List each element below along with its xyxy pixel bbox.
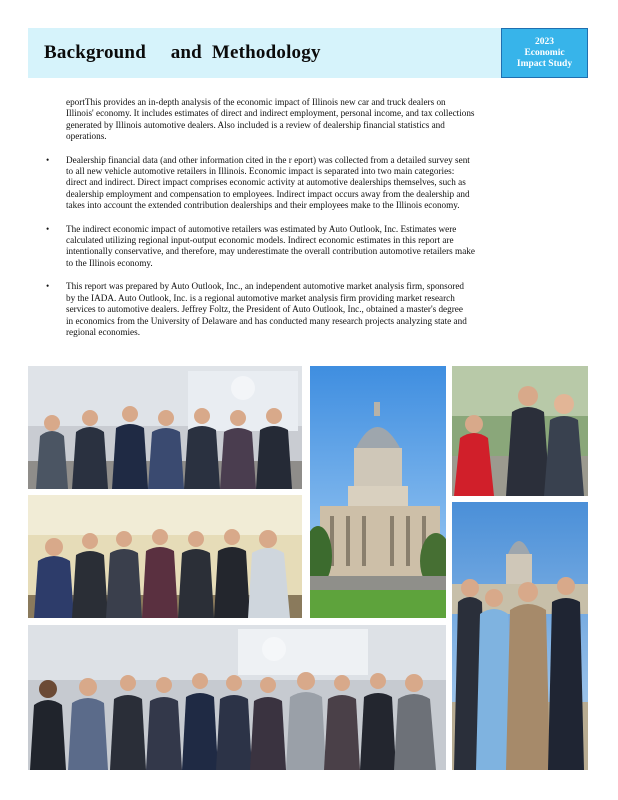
paragraph-line: takes into account the extended contribution dealerships and their employees make to the Illinois economy. [66,200,460,211]
impact-study-badge [501,28,588,78]
paragraph-line: services to automotive dealers. Jeffrey Foltz, the President of Auto Outlook, Inc., obtained a master's degree [66,304,463,315]
badge-year: 2023 [535,36,554,47]
photo-conversation [452,366,588,496]
paragraph-line: Illinois' economy. It includes estimates of direct and indirect employment, personal income, and tax collections [66,108,475,119]
page-title: Background and Methodology [44,42,321,63]
paragraph-line: generated by Illinois automotive dealers. Also included is a review of dealership financial statistics and [66,119,445,130]
paragraph-line: in economics from the University of Delaware and has conducted many research projects analyzing state and [66,315,467,326]
paragraph-line: Dealership financial data (and other information cited in the r eport) was collected from a detailed survey sent [66,154,470,165]
photo-large-group [28,625,446,770]
bullet-glyph: • [46,281,50,292]
paragraph-indirect [46,224,576,270]
paragraph-line: operations. [66,131,107,142]
paragraph-line: eportThis provides an in-depth analysis of the economic impact of Illinois new car and truck dealers on [66,97,446,107]
paragraph-line: dealership employment and compensation to employees. Indirect impact occurs away from the dealership and [66,188,470,199]
methodology-text [46,97,576,350]
badge-line-impact-study: Impact Study [516,58,573,69]
photo-group-reception [28,495,302,618]
paragraph-line: direct and indirect. Direct impact comprises economic activity at automotive dealerships themselves, such as [66,177,466,188]
paragraph-line: This report was prepared by Auto Outlook, Inc., an independent automotive market analysis firm, sponsored [66,281,465,292]
paragraph-line: regional economies. [66,326,140,337]
paragraph-line: calculated utilizing regional input-output economic models. Indirect economic estimates in this report are [66,235,454,246]
paragraph-line: The indirect economic impact of automotive retailers was estimated by Auto Outlook, Inc. Estimates were [66,223,457,234]
paragraph-line: by the IADA. Auto Outlook, Inc. is a regional automotive market analysis firm providing market research [66,292,455,303]
paragraph-intro [46,97,576,143]
paragraph-author [46,281,576,338]
photo-state-capitol [310,366,446,618]
bullet-glyph: • [46,154,50,165]
badge-line-economic: Economic [524,47,565,58]
bullet-glyph: • [46,223,50,234]
paragraph-line: intentionally conservative, and therefore, may underestimate the overall contribution automotive retailers make [66,246,475,257]
photo-group-outdoor [452,502,588,770]
paragraph-survey [46,155,576,212]
paragraph-line: to the Illinois economy. [66,257,153,268]
photo-group-men-lobby [28,366,302,489]
paragraph-line: to all new vehicle automotive retailers in Illinois. Economic impact is separated into two main categories: [66,166,455,177]
